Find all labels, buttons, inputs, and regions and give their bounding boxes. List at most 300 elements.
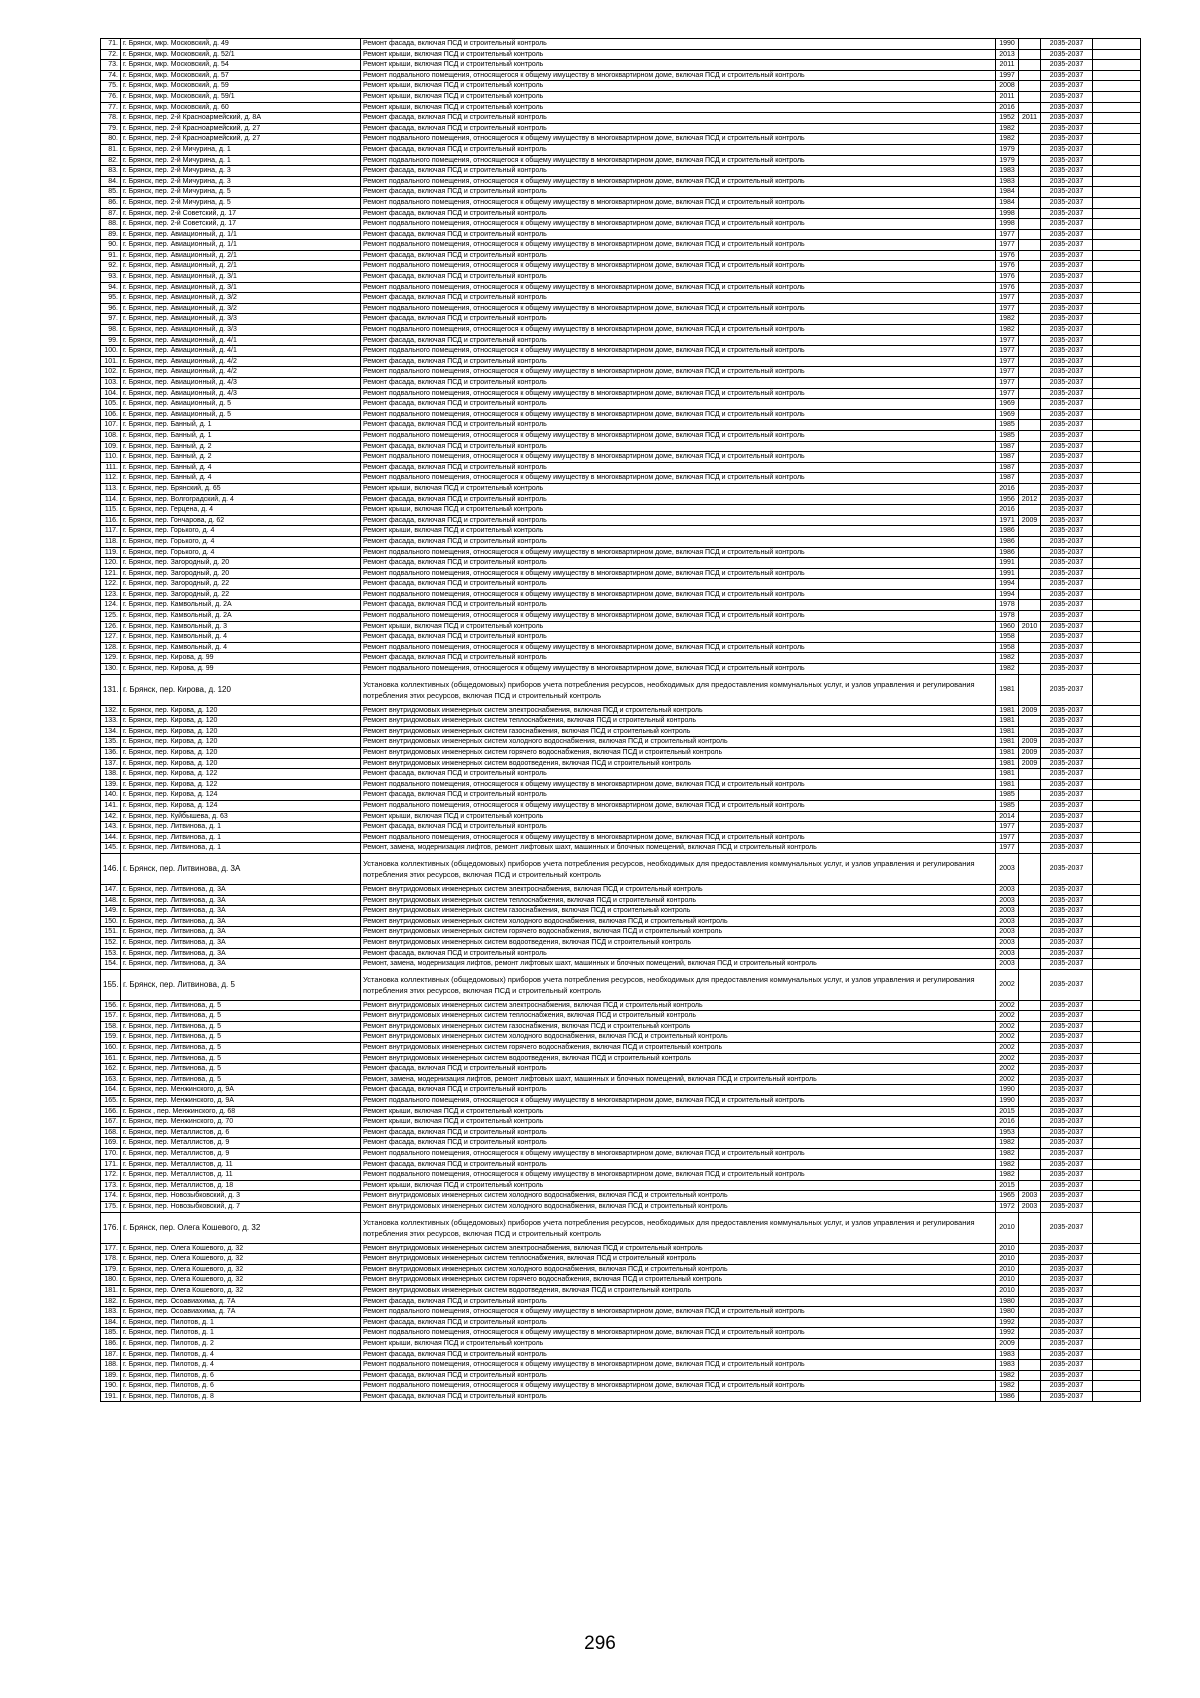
table-row: [101, 166, 1141, 177]
empty-cell: [1093, 113, 1141, 124]
address-cell: г. Брянск, пер. Олега Кошевого, д. 32: [121, 1243, 361, 1254]
build-year-cell: 2003: [996, 916, 1019, 927]
table-row: [101, 853, 1141, 884]
build-year-cell: 1979: [996, 144, 1019, 155]
work-type-cell: Ремонт, замена, модернизация лифтов, ремонт лифтовых шахт, машинных и блочных помещений, включая ПСД и строительный контроль: [361, 1074, 996, 1085]
table-row: [101, 229, 1141, 240]
last-repair-year-cell: [1019, 176, 1041, 187]
row-number: 132.: [101, 705, 121, 716]
build-year-cell: 1981: [996, 716, 1019, 727]
work-type-cell: Ремонт подвального помещения, относящегося к общему имуществу в многоквартирном доме, включая ПСД и строительный контроль: [361, 219, 996, 230]
last-repair-year-cell: [1019, 1212, 1041, 1243]
work-type-cell: Ремонт подвального помещения, относящегося к общему имуществу в многоквартирном доме, включая ПСД и строительный контроль: [361, 568, 996, 579]
empty-cell: [1093, 853, 1141, 884]
build-year-cell: 2002: [996, 1064, 1019, 1075]
last-repair-year-cell: [1019, 790, 1041, 801]
empty-cell: [1093, 250, 1141, 261]
address-cell: г. Брянск, пер. Кирова, д. 122: [121, 779, 361, 790]
row-number: 82.: [101, 155, 121, 166]
row-number: 156.: [101, 1000, 121, 1011]
build-year-cell: 1977: [996, 346, 1019, 357]
planned-period-cell: 2035-2037: [1041, 155, 1093, 166]
build-year-cell: 2010: [996, 1212, 1019, 1243]
planned-period-cell: 2035-2037: [1041, 1328, 1093, 1339]
empty-cell: [1093, 536, 1141, 547]
work-type-cell: Ремонт крыши, включая ПСД и строительный контроль: [361, 102, 996, 113]
work-type-cell: Ремонт внутридомовых инженерных систем теплоснабжения, включая ПСД и строительный контроль: [361, 1011, 996, 1022]
row-number: 79.: [101, 123, 121, 134]
build-year-cell: 2002: [996, 1011, 1019, 1022]
row-number: 154.: [101, 959, 121, 970]
table-row: [101, 187, 1141, 198]
empty-cell: [1093, 642, 1141, 653]
empty-cell: [1093, 621, 1141, 632]
empty-cell: [1093, 144, 1141, 155]
last-repair-year-cell: [1019, 240, 1041, 251]
last-repair-year-cell: [1019, 282, 1041, 293]
last-repair-year-cell: [1019, 1170, 1041, 1181]
planned-period-cell: 2035-2037: [1041, 494, 1093, 505]
empty-cell: [1093, 91, 1141, 102]
planned-period-cell: 2035-2037: [1041, 144, 1093, 155]
row-number: 153.: [101, 948, 121, 959]
planned-period-cell: 2035-2037: [1041, 39, 1093, 50]
work-type-cell: Ремонт крыши, включая ПСД и строительный контроль: [361, 81, 996, 92]
row-number: 180.: [101, 1275, 121, 1286]
planned-period-cell: 2035-2037: [1041, 758, 1093, 769]
last-repair-year-cell: [1019, 653, 1041, 664]
row-number: 143.: [101, 822, 121, 833]
address-cell: г. Брянск, пер. Литвинова, д. 1: [121, 822, 361, 833]
build-year-cell: 1983: [996, 166, 1019, 177]
build-year-cell: 1990: [996, 39, 1019, 50]
address-cell: г. Брянск, пер. Кирова, д. 122: [121, 769, 361, 780]
row-number: 121.: [101, 568, 121, 579]
row-number: 158.: [101, 1021, 121, 1032]
work-type-cell: Ремонт крыши, включая ПСД и строительный контроль: [361, 1180, 996, 1191]
table-row: [101, 1127, 1141, 1138]
empty-cell: [1093, 547, 1141, 558]
work-type-cell: Ремонт фасада, включая ПСД и строительный контроль: [361, 399, 996, 410]
row-number: 78.: [101, 113, 121, 124]
row-number: 97.: [101, 314, 121, 325]
planned-period-cell: 2035-2037: [1041, 399, 1093, 410]
last-repair-year-cell: [1019, 1011, 1041, 1022]
build-year-cell: 1958: [996, 632, 1019, 643]
row-number: 109.: [101, 441, 121, 452]
address-cell: г. Брянск, пер. Загородный, д. 20: [121, 558, 361, 569]
last-repair-year-cell: [1019, 664, 1041, 675]
build-year-cell: 1958: [996, 642, 1019, 653]
planned-period-cell: 2035-2037: [1041, 737, 1093, 748]
table-row: [101, 91, 1141, 102]
work-type-cell: Ремонт фасада, включая ПСД и строительный контроль: [361, 335, 996, 346]
empty-cell: [1093, 282, 1141, 293]
address-cell: г. Брянск, пер. Новозыбковский, д. 7: [121, 1201, 361, 1212]
address-cell: г. Брянск, пер. Кирова, д. 99: [121, 653, 361, 664]
table-row: [101, 113, 1141, 124]
work-type-cell: Ремонт внутридомовых инженерных систем холодного водоснабжения, включая ПСД и строительный контроль: [361, 1201, 996, 1212]
address-cell: г. Брянск, мкр. Московский, д. 60: [121, 102, 361, 113]
table-row: [101, 1074, 1141, 1085]
address-cell: г. Брянск, пер. Литвинова, д. 1: [121, 832, 361, 843]
empty-cell: [1093, 937, 1141, 948]
last-repair-year-cell: 2009: [1019, 705, 1041, 716]
last-repair-year-cell: [1019, 1296, 1041, 1307]
table-row: [101, 1149, 1141, 1160]
work-type-cell: Ремонт внутридомовых инженерных систем водоотведения, включая ПСД и строительный контроль: [361, 1053, 996, 1064]
build-year-cell: 2003: [996, 948, 1019, 959]
work-type-cell: Ремонт крыши, включая ПСД и строительный контроль: [361, 1106, 996, 1117]
last-repair-year-cell: [1019, 208, 1041, 219]
empty-cell: [1093, 399, 1141, 410]
row-number: 189.: [101, 1370, 121, 1381]
address-cell: г. Брянск, пер. Камвольный, д. 2А: [121, 600, 361, 611]
address-cell: г. Брянск, пер. Камвольный, д. 3: [121, 621, 361, 632]
last-repair-year-cell: [1019, 250, 1041, 261]
address-cell: г. Брянск, пер. Металлистов, д. 18: [121, 1180, 361, 1191]
empty-cell: [1093, 779, 1141, 790]
last-repair-year-cell: [1019, 948, 1041, 959]
row-number: 128.: [101, 642, 121, 653]
work-type-cell: Ремонт подвального помещения, относящегося к общему имуществу в многоквартирном доме, включая ПСД и строительный контроль: [361, 197, 996, 208]
planned-period-cell: 2035-2037: [1041, 1000, 1093, 1011]
build-year-cell: 2003: [996, 895, 1019, 906]
address-cell: г. Брянск, пер. Авиационный, д. 3/1: [121, 272, 361, 283]
work-type-cell: Установка коллективных (общедомовых) приборов учета потребления ресурсов, необходимых для предоставления коммунальных услуг, и узлов управления и регулирования потребления этих ресурсов, включая ПСД и строительный контроль: [361, 969, 996, 1000]
row-number: 178.: [101, 1254, 121, 1265]
build-year-cell: 1982: [996, 1381, 1019, 1392]
row-number: 130.: [101, 664, 121, 675]
build-year-cell: 1977: [996, 335, 1019, 346]
work-type-cell: Ремонт внутридомовых инженерных систем горячего водоснабжения, включая ПСД и строительный контроль: [361, 927, 996, 938]
planned-period-cell: 2035-2037: [1041, 272, 1093, 283]
table-row: [101, 927, 1141, 938]
table-row: [101, 356, 1141, 367]
last-repair-year-cell: [1019, 430, 1041, 441]
planned-period-cell: 2035-2037: [1041, 832, 1093, 843]
build-year-cell: 2008: [996, 81, 1019, 92]
address-cell: г. Брянск, пер. Менжинского, д. 9А: [121, 1085, 361, 1096]
address-cell: г. Брянск, пер. Литвинова, д. 3А: [121, 959, 361, 970]
planned-period-cell: 2035-2037: [1041, 483, 1093, 494]
row-number: 81.: [101, 144, 121, 155]
address-cell: г. Брянск, пер. Банный, д. 4: [121, 462, 361, 473]
address-cell: г. Брянск, пер. Кирова, д. 120: [121, 726, 361, 737]
build-year-cell: 2002: [996, 1074, 1019, 1085]
address-cell: г. Брянск, пер. Олега Кошевого, д. 32: [121, 1285, 361, 1296]
empty-cell: [1093, 705, 1141, 716]
last-repair-year-cell: [1019, 884, 1041, 895]
address-cell: г. Брянск, пер. 2-й Мичурина, д. 5: [121, 197, 361, 208]
last-repair-year-cell: [1019, 1307, 1041, 1318]
table-row: [101, 409, 1141, 420]
last-repair-year-cell: [1019, 293, 1041, 304]
table-row: [101, 1191, 1141, 1202]
last-repair-year-cell: [1019, 473, 1041, 484]
work-type-cell: Установка коллективных (общедомовых) приборов учета потребления ресурсов, необходимых для предоставления коммунальных услуг, и узлов управления и регулирования потребления этих ресурсов, включая ПСД и строительный контроль: [361, 674, 996, 705]
work-type-cell: Ремонт внутридомовых инженерных систем теплоснабжения, включая ПСД и строительный контроль: [361, 716, 996, 727]
row-number: 138.: [101, 769, 121, 780]
row-number: 108.: [101, 430, 121, 441]
table-row: [101, 303, 1141, 314]
table-row: [101, 790, 1141, 801]
planned-period-cell: 2035-2037: [1041, 388, 1093, 399]
row-number: 186.: [101, 1338, 121, 1349]
address-cell: г. Брянск, пер. Пилотов, д. 6: [121, 1381, 361, 1392]
table-row: [101, 388, 1141, 399]
last-repair-year-cell: [1019, 895, 1041, 906]
empty-cell: [1093, 895, 1141, 906]
table-row: [101, 325, 1141, 336]
planned-period-cell: 2035-2037: [1041, 1064, 1093, 1075]
planned-period-cell: 2035-2037: [1041, 800, 1093, 811]
build-year-cell: 1977: [996, 356, 1019, 367]
last-repair-year-cell: [1019, 219, 1041, 230]
last-repair-year-cell: [1019, 1106, 1041, 1117]
address-cell: г. Брянск, пер. Авиационный, д. 3/2: [121, 293, 361, 304]
address-cell: г. Брянск, пер. Загородный, д. 20: [121, 568, 361, 579]
address-cell: г. Брянск, пер. Авиационный, д. 5: [121, 399, 361, 410]
last-repair-year-cell: [1019, 1021, 1041, 1032]
work-type-cell: Ремонт крыши, включая ПСД и строительный контроль: [361, 811, 996, 822]
work-type-cell: Ремонт внутридомовых инженерных систем холодного водоснабжения, включая ПСД и строительный контроль: [361, 737, 996, 748]
repair-schedule-table: [100, 38, 1141, 1402]
empty-cell: [1093, 969, 1141, 1000]
empty-cell: [1093, 483, 1141, 494]
build-year-cell: 1987: [996, 473, 1019, 484]
last-repair-year-cell: [1019, 811, 1041, 822]
table-row: [101, 568, 1141, 579]
last-repair-year-cell: [1019, 1159, 1041, 1170]
empty-cell: [1093, 674, 1141, 705]
work-type-cell: Ремонт фасада, включая ПСД и строительный контроль: [361, 536, 996, 547]
work-type-cell: Ремонт подвального помещения, относящегося к общему имуществу в многоквартирном доме, включая ПСД и строительный контроль: [361, 800, 996, 811]
build-year-cell: 1982: [996, 1370, 1019, 1381]
planned-period-cell: 2035-2037: [1041, 1106, 1093, 1117]
last-repair-year-cell: [1019, 1138, 1041, 1149]
row-number: 89.: [101, 229, 121, 240]
table-row: [101, 811, 1141, 822]
row-number: 74.: [101, 70, 121, 81]
planned-period-cell: 2035-2037: [1041, 1053, 1093, 1064]
planned-period-cell: 2035-2037: [1041, 1360, 1093, 1371]
planned-period-cell: 2035-2037: [1041, 547, 1093, 558]
planned-period-cell: 2035-2037: [1041, 430, 1093, 441]
work-type-cell: Ремонт фасада, включая ПСД и строительный контроль: [361, 187, 996, 198]
row-number: 188.: [101, 1360, 121, 1371]
empty-cell: [1093, 1064, 1141, 1075]
empty-cell: [1093, 526, 1141, 537]
empty-cell: [1093, 568, 1141, 579]
address-cell: г. Брянск, пер. Камвольный, д. 4: [121, 632, 361, 643]
row-number: 87.: [101, 208, 121, 219]
empty-cell: [1093, 1243, 1141, 1254]
address-cell: г. Брянск, пер. Авиационный, д. 1/1: [121, 240, 361, 251]
work-type-cell: Ремонт фасада, включая ПСД и строительный контроль: [361, 420, 996, 431]
last-repair-year-cell: [1019, 843, 1041, 854]
build-year-cell: 2003: [996, 884, 1019, 895]
empty-cell: [1093, 843, 1141, 854]
row-number: 171.: [101, 1159, 121, 1170]
address-cell: г. Брянск, пер. 2-й Советский, д. 17: [121, 208, 361, 219]
address-cell: г. Брянск, пер. Кирова, д. 120: [121, 716, 361, 727]
planned-period-cell: 2035-2037: [1041, 536, 1093, 547]
table-row: [101, 642, 1141, 653]
work-type-cell: Ремонт подвального помещения, относящегося к общему имуществу в многоквартирном доме, включая ПСД и строительный контроль: [361, 1096, 996, 1107]
table-row: [101, 1117, 1141, 1128]
address-cell: г. Брянск, пер. Металлистов, д. 9: [121, 1149, 361, 1160]
table-row: [101, 884, 1141, 895]
empty-cell: [1093, 240, 1141, 251]
build-year-cell: 2003: [996, 937, 1019, 948]
work-type-cell: Ремонт фасада, включая ПСД и строительный контроль: [361, 1391, 996, 1402]
work-type-cell: Ремонт крыши, включая ПСД и строительный контроль: [361, 1117, 996, 1128]
build-year-cell: 1992: [996, 1328, 1019, 1339]
build-year-cell: 1987: [996, 452, 1019, 463]
address-cell: г. Брянск, пер. Кирова, д. 120: [121, 737, 361, 748]
planned-period-cell: 2035-2037: [1041, 1043, 1093, 1054]
empty-cell: [1093, 1338, 1141, 1349]
work-type-cell: Ремонт подвального помещения, относящегося к общему имуществу в многоквартирном доме, включая ПСД и строительный контроль: [361, 155, 996, 166]
empty-cell: [1093, 822, 1141, 833]
last-repair-year-cell: [1019, 70, 1041, 81]
last-repair-year-cell: [1019, 1064, 1041, 1075]
empty-cell: [1093, 769, 1141, 780]
planned-period-cell: 2035-2037: [1041, 240, 1093, 251]
build-year-cell: 1983: [996, 1360, 1019, 1371]
planned-period-cell: 2035-2037: [1041, 293, 1093, 304]
build-year-cell: 1972: [996, 1201, 1019, 1212]
build-year-cell: 1981: [996, 705, 1019, 716]
planned-period-cell: 2035-2037: [1041, 335, 1093, 346]
row-number: 134.: [101, 726, 121, 737]
empty-cell: [1093, 356, 1141, 367]
build-year-cell: 2003: [996, 853, 1019, 884]
empty-cell: [1093, 948, 1141, 959]
work-type-cell: Ремонт фасада, включая ПСД и строительный контроль: [361, 356, 996, 367]
work-type-cell: Ремонт внутридомовых инженерных систем горячего водоснабжения, включая ПСД и строительный контроль: [361, 748, 996, 759]
work-type-cell: Ремонт внутридомовых инженерных систем газоснабжения, включая ПСД и строительный контроль: [361, 906, 996, 917]
table-row: [101, 1275, 1141, 1286]
table-row: [101, 197, 1141, 208]
table-row: [101, 779, 1141, 790]
empty-cell: [1093, 927, 1141, 938]
address-cell: г. Брянск, пер. 2-й Красноармейский, д. 8А: [121, 113, 361, 124]
empty-cell: [1093, 1317, 1141, 1328]
build-year-cell: 1986: [996, 547, 1019, 558]
planned-period-cell: 2035-2037: [1041, 1021, 1093, 1032]
address-cell: г. Брянск, пер. Авиационный, д. 4/3: [121, 388, 361, 399]
planned-period-cell: 2035-2037: [1041, 906, 1093, 917]
work-type-cell: Ремонт фасада, включая ПСД и строительный контроль: [361, 1085, 996, 1096]
work-type-cell: Ремонт фасада, включая ПСД и строительный контроль: [361, 1159, 996, 1170]
empty-cell: [1093, 1159, 1141, 1170]
address-cell: г. Брянск, пер. Герцена, д. 4: [121, 505, 361, 516]
table-row: [101, 705, 1141, 716]
address-cell: г. Брянск, пер. Пилотов, д. 8: [121, 1391, 361, 1402]
row-number: 167.: [101, 1117, 121, 1128]
empty-cell: [1093, 134, 1141, 145]
empty-cell: [1093, 1180, 1141, 1191]
address-cell: г. Брянск, пер. Новозыбковский, д. 3: [121, 1191, 361, 1202]
last-repair-year-cell: [1019, 1000, 1041, 1011]
table-row: [101, 969, 1141, 1000]
address-cell: г. Брянск, пер. Пилотов, д. 4: [121, 1360, 361, 1371]
work-type-cell: Ремонт подвального помещения, относящегося к общему имуществу в многоквартирном доме, включая ПСД и строительный контроль: [361, 1149, 996, 1160]
planned-period-cell: 2035-2037: [1041, 705, 1093, 716]
empty-cell: [1093, 748, 1141, 759]
row-number: 124.: [101, 600, 121, 611]
empty-cell: [1093, 452, 1141, 463]
address-cell: г. Брянск, пер. Пилотов, д. 1: [121, 1328, 361, 1339]
work-type-cell: Ремонт фасада, включая ПСД и строительный контроль: [361, 1349, 996, 1360]
work-type-cell: Установка коллективных (общедомовых) приборов учета потребления ресурсов, необходимых для предоставления коммунальных услуг, и узлов управления и регулирования потребления этих ресурсов, включая ПСД и строительный контроль: [361, 1212, 996, 1243]
build-year-cell: 1969: [996, 409, 1019, 420]
address-cell: г. Брянск, пер. Литвинова, д. 3А: [121, 927, 361, 938]
empty-cell: [1093, 1043, 1141, 1054]
work-type-cell: Ремонт подвального помещения, относящегося к общему имуществу в многоквартирном доме, включая ПСД и строительный контроль: [361, 134, 996, 145]
work-type-cell: Ремонт крыши, включая ПСД и строительный контроль: [361, 621, 996, 632]
work-type-cell: Ремонт внутридомовых инженерных систем электроснабжения, включая ПСД и строительный контроль: [361, 1243, 996, 1254]
address-cell: г. Брянск, пер. Авиационный, д. 4/1: [121, 335, 361, 346]
build-year-cell: 1977: [996, 832, 1019, 843]
table-row: [101, 1381, 1141, 1392]
row-number: 114.: [101, 494, 121, 505]
table-row: [101, 726, 1141, 737]
last-repair-year-cell: [1019, 1053, 1041, 1064]
row-number: 179.: [101, 1264, 121, 1275]
table-row: [101, 758, 1141, 769]
empty-cell: [1093, 39, 1141, 50]
build-year-cell: 1976: [996, 250, 1019, 261]
last-repair-year-cell: [1019, 579, 1041, 590]
last-repair-year-cell: [1019, 356, 1041, 367]
table-row: [101, 579, 1141, 590]
row-number: 183.: [101, 1307, 121, 1318]
table-row: [101, 1085, 1141, 1096]
build-year-cell: 1982: [996, 664, 1019, 675]
empty-cell: [1093, 430, 1141, 441]
address-cell: г. Брянск, пер. Авиационный, д. 4/1: [121, 346, 361, 357]
build-year-cell: 1976: [996, 272, 1019, 283]
table-row: [101, 1032, 1141, 1043]
build-year-cell: 1982: [996, 314, 1019, 325]
address-cell: г. Брянск, пер. Литвинова, д. 5: [121, 969, 361, 1000]
work-type-cell: Ремонт подвального помещения, относящегося к общему имуществу в многоквартирном доме, включая ПСД и строительный контроль: [361, 1170, 996, 1181]
work-type-cell: Ремонт подвального помещения, относящегося к общему имуществу в многоквартирном доме, включая ПСД и строительный контроль: [361, 282, 996, 293]
work-type-cell: Ремонт подвального помещения, относящегося к общему имуществу в многоквартирном доме, включая ПСД и строительный контроль: [361, 611, 996, 622]
table-row: [101, 1106, 1141, 1117]
row-number: 148.: [101, 895, 121, 906]
address-cell: г. Брянск, пер. Авиационный, д. 2/1: [121, 250, 361, 261]
row-number: 177.: [101, 1243, 121, 1254]
planned-period-cell: 2035-2037: [1041, 927, 1093, 938]
table-row: [101, 272, 1141, 283]
planned-period-cell: 2035-2037: [1041, 642, 1093, 653]
empty-cell: [1093, 325, 1141, 336]
build-year-cell: 1994: [996, 589, 1019, 600]
row-number: 152.: [101, 937, 121, 948]
empty-cell: [1093, 916, 1141, 927]
empty-cell: [1093, 1149, 1141, 1160]
table-row: [101, 611, 1141, 622]
build-year-cell: 1977: [996, 378, 1019, 389]
planned-period-cell: 2035-2037: [1041, 843, 1093, 854]
row-number: 125.: [101, 611, 121, 622]
address-cell: г. Брянск, пер. Камвольный, д. 2А: [121, 611, 361, 622]
last-repair-year-cell: [1019, 589, 1041, 600]
